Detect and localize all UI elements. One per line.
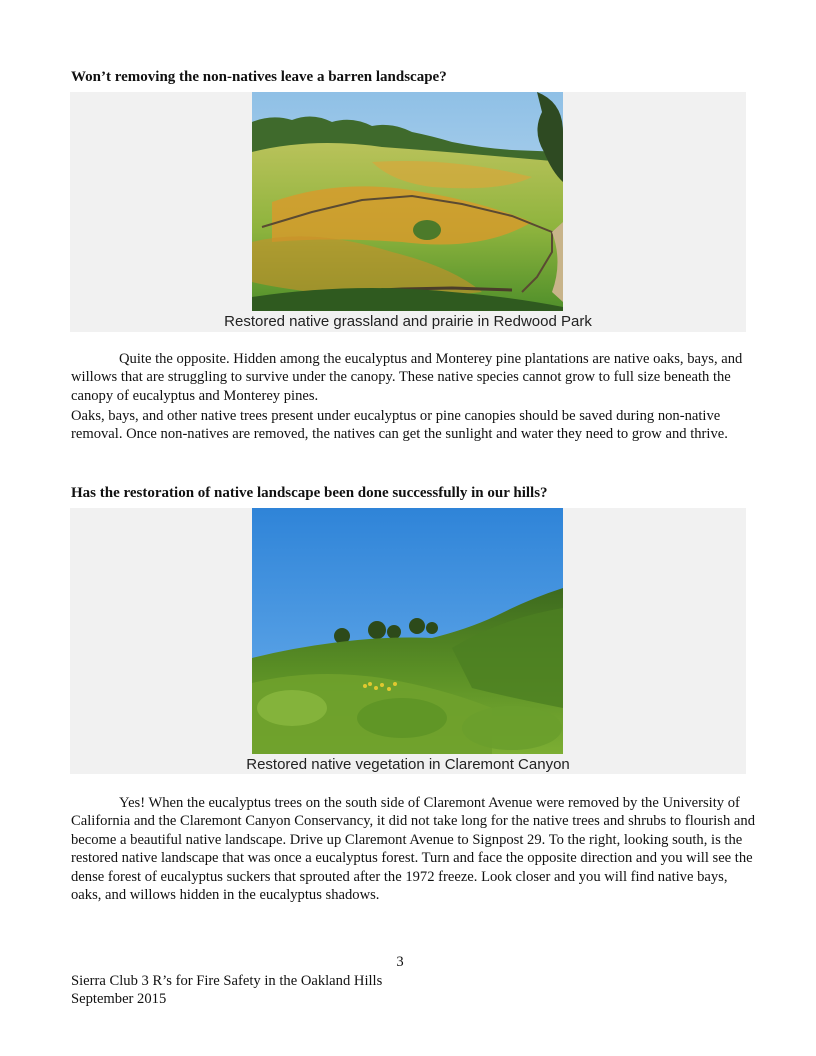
figure-caption: Restored native vegetation in Claremont Canyon	[246, 756, 570, 773]
figure-redwood-park	[70, 92, 746, 332]
section-heading-barren-landscape: Won’t removing the non-natives leave a barren landscape?	[71, 69, 447, 85]
paragraph-save-natives: Oaks, bays, and other native trees present under eucalyptus or pine canopies should be saved during non-native removal. Once non-natives are removed, the natives can get the sunlight and water they need to grow and thrive.	[71, 408, 728, 443]
figure-claremont-canyon	[70, 508, 746, 774]
paragraph-opposite: Quite the opposite. Hidden among the eucalyptus and Monterey pine plantations are native oaks, bays, and willows that are struggling to survive under the canopy. These native species cannot grow to full size beneath the canopy of eucalyptus and Monterey pines.	[71, 351, 743, 404]
canyon-photo	[252, 508, 563, 754]
page-number: 3	[396, 954, 404, 970]
grassland-photo	[252, 92, 563, 311]
figure-caption: Restored native grassland and prairie in Redwood Park	[224, 313, 592, 330]
footer-organization: Sierra Club 3 R’s for Fire Safety in the Oakland Hills	[71, 973, 383, 989]
paragraph-yes-claremont: Yes! When the eucalyptus trees on the south side of Claremont Avenue were removed by the University of California and the Claremont Canyon Conservancy, it did not take long for the native trees and shrubs to flourish and become a beautiful native landscape. Drive up Claremont Avenue to Signpost 29. To the right, looking south, is the restored native landscape that was once a eucalyptus forest. Turn and face the opposite direction and you will see the dense forest of eucalyptus suckers that sprouted after the 1972 freeze. Look closer and you will find native bays, oaks, and willows hidden in the eucalyptus shadows.	[71, 795, 755, 904]
section-heading-restoration-success: Has the restoration of native landscape been done successfully in our hills?	[71, 485, 548, 501]
footer-date: September 2015	[71, 991, 167, 1007]
